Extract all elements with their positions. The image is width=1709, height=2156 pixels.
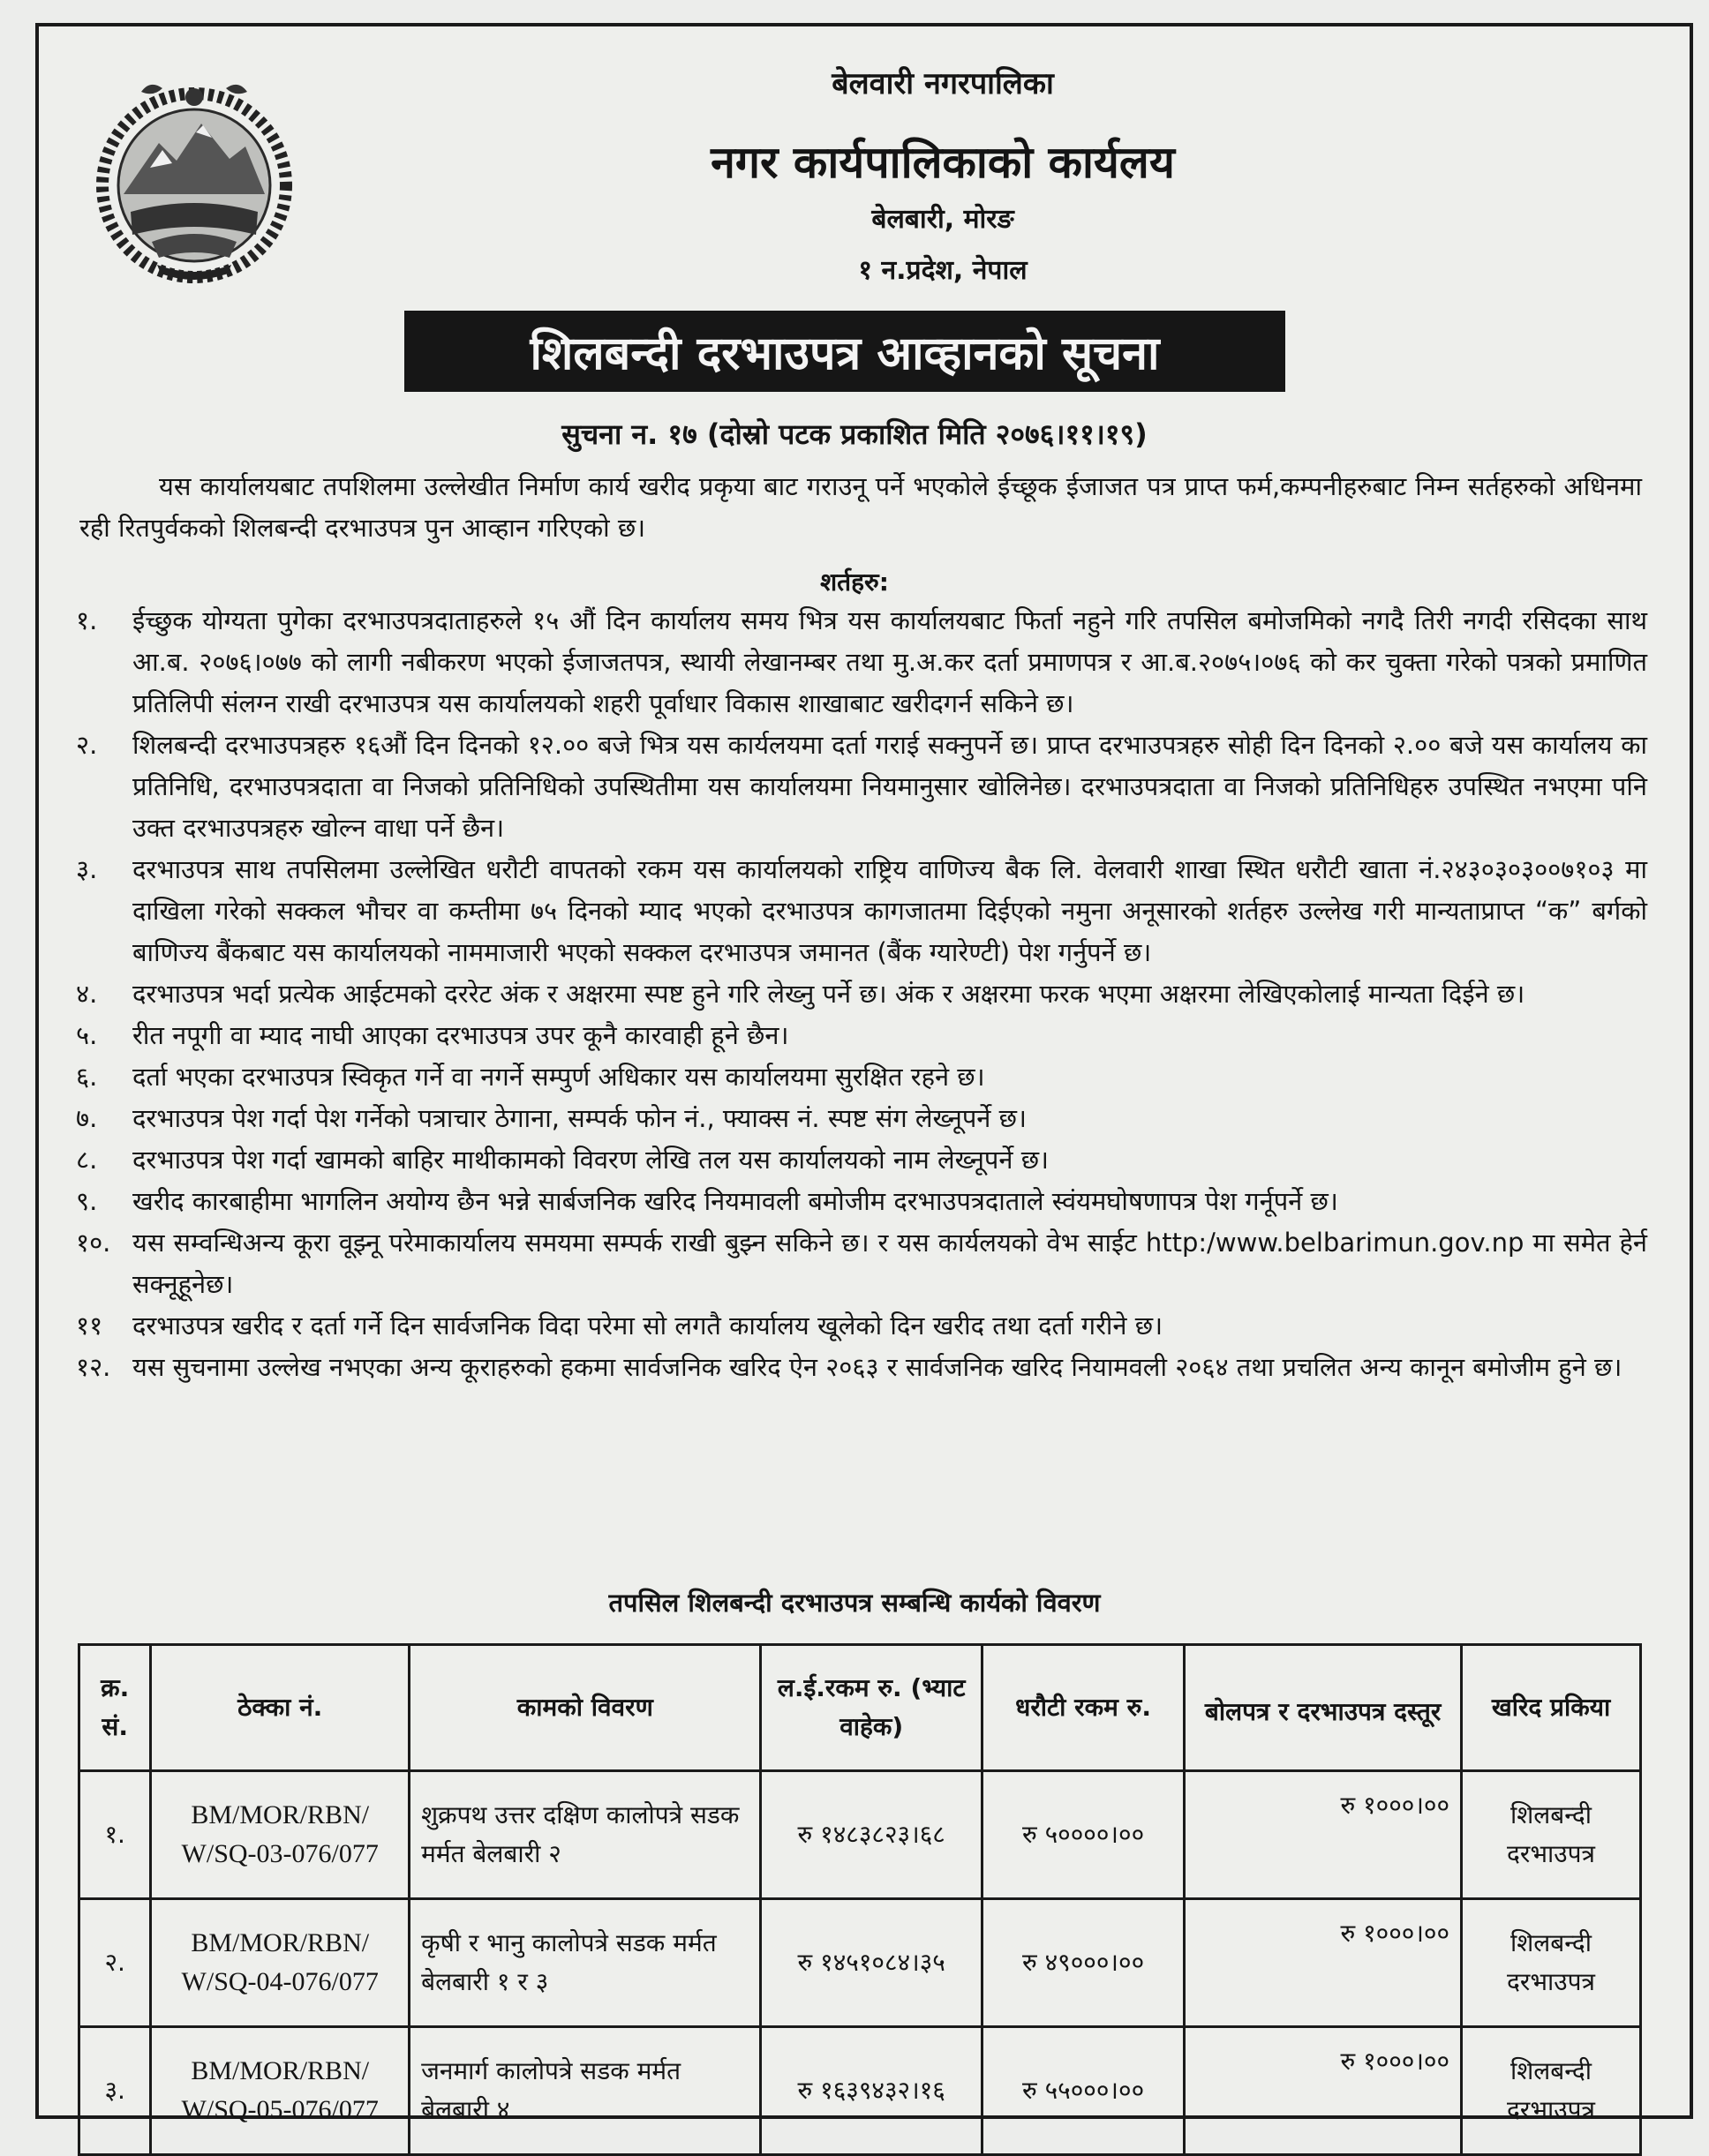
cell-estimate: रु १४८३८२३।६८ — [761, 1771, 982, 1899]
condition-item: ११ दरभाउपत्र खरीद र दर्ता गर्ने दिन सार्वजनिक विदा परेमा सो लगतै कार्यालय खूलेको दिन खरीद तथा दर्ता गरीने छ। — [76, 1311, 1163, 1341]
cell-serial: ३. — [79, 2027, 151, 2155]
cell-deposit: रु ५००००।०० — [982, 1771, 1184, 1899]
condition-item: १०. यस सम्वन्धिअन्य कूरा वूझ्नू परेमाकार्यालय समयमा सम्पर्क राखी बुझ्न सकिने छ। र यस कार्यलयको वेभ साईट http:/www.belbarimun.gov.np मा समेत हेर्न सक्नूहूनेछ। — [76, 1228, 1647, 1299]
intro-paragraph: यस कार्यालयबाट तपशिलमा उल्लेखीत निर्माण कार्य खरीद प्रकृया बाट गराउनू पर्ने भएकोले ईच्छूक ईजाजत पत्र प्राप्त फर्म,कम्पनीहरुबाट निम्न सर्तहरुको अधिनमा रही रितपुर्वकको शिलबन्दी दरभाउपत्र पुन आव्हान गरिएको छ। — [79, 471, 1642, 543]
cell-fee: रु १०००।०० — [1185, 1899, 1462, 2027]
col-description: कामको विवरण — [410, 1645, 761, 1771]
cell-description: कृषी र भानु कालोपत्रे सडक मर्मत बेलबारी १ र ३ — [410, 1899, 761, 2027]
cell-serial: १. — [79, 1771, 151, 1899]
col-serial: क्र. सं. — [79, 1645, 151, 1771]
condition-item: १. ईच्छुक योग्यता पुगेका दरभाउपत्रदाताहरुले १५ औं दिन कार्यालय समय भित्र यस कार्यालयबाट फिर्ता नहुने गरि तपसिल बमोजमिको नगदै तिरी नगदी रसिदका साथ आ.ब. २०७६।०७७ को लागी नबीकरण भएको ईजाजतपत्र, स्थायी लेखानम्बर तथा मु.अ.कर दर्ता प्रमाणपत्र र आ.ब.२०७५।०७६ को कर चुक्ता गरेको पत्रको प्रमाणित प्रतिलिपी संलग्न राखी दरभाउपत्र यस कार्यालयको शहरी पूर्वाधार विकास शाखाबाट खरीदगर्न सकिने छ। — [76, 605, 1647, 718]
notice-title-banner: शिलबन्दी दरभाउपत्र आव्हानको सूचना — [404, 311, 1285, 392]
condition-item: ८. दरभाउपत्र पेश गर्दा खामको बाहिर माथीकामको विवरण लेखि तल यस कार्यालयको नाम लेख्नूपर्ने छ। — [76, 1145, 1050, 1175]
col-fee: बोलपत्र र दरभाउपत्र दस्तूर — [1185, 1645, 1462, 1771]
cell-deposit: रु ४९०००।०० — [982, 1899, 1184, 2027]
cell-estimate: रु १४५१०८४।३५ — [761, 1899, 982, 2027]
table-row — [79, 1899, 1641, 2027]
col-estimate: ल.ई.रकम रु. (भ्याट वाहेक) — [761, 1645, 982, 1771]
condition-item: ६. दर्ता भएका दरभाउपत्र स्विकृत गर्ने वा नगर्ने सम्पुर्ण अधिकार यस कार्यालयमा सुरक्षित रहने छ। — [76, 1062, 985, 1092]
table-row — [79, 2027, 1641, 2155]
office-location: बेलबारी, मोरङ — [871, 204, 1014, 235]
cell-contract-no: BM/MOR/RBN/ W/SQ-05-076/077 — [151, 2027, 410, 2155]
conditions-heading: शर्तहरु: — [820, 567, 889, 597]
col-process: खरिद प्रकिया — [1462, 1645, 1641, 1771]
cell-estimate: रु १६३९४३२।१६ — [761, 2027, 982, 2155]
condition-item: २. शिलबन्दी दरभाउपत्रहरु १६औं दिन दिनको १२.०० बजे भित्र यस कार्यलयमा दर्ता गराई सक्नुपर्ने छ। प्राप्त दरभाउपत्रहरु सोही दिन दिनको २.०० बजे यस कार्यालय का प्रतिनिधि, दरभाउपत्रदाता वा निजको प्रतिनिधिको उपस्थितीमा यस कार्यालयमा नियमानुसार खोलिनेछ। दरभाउपत्रदाता वा निजको प्रतिनिधिहरु उपस्थित नभएमा पनि उक्त दरभाउपत्रहरु खोल्न वाधा पर्ने छैन। — [76, 730, 1647, 843]
condition-item: ३. दरभाउपत्र साथ तपसिलमा उल्लेखित धरौटी वापतको रकम यस कार्यालयको राष्ट्रिय वाणिज्य बैक लि. वेलवारी शाखा स्थित धरौटी खाता नं.२४३०३०३००७१०३ मा दाखिला गरेको सक्कल भौचर वा कम्तीमा ७५ दिनको म्याद भएको दरभाउपत्र कागजातमा दिईएको नमुना अनूसारको शर्तहरु उल्लेख गरी मान्यताप्राप्त “क” बर्गको बाणिज्य बैंकबाट यस कार्यालयको नाममाजारी भएको सक्कल दरभाउपत्र जमानत (बैंक ग्यारेण्टी) पेश गर्नुपर्ने छ। — [76, 854, 1647, 967]
municipality-name: बेलवारी नगरपालिका — [832, 66, 1054, 101]
col-contract-no: ठेक्का नं. — [151, 1645, 410, 1771]
cell-fee: रु १०००।०० — [1185, 1771, 1462, 1899]
condition-item: १२. यस सुचनामा उल्लेख नभएका अन्य कूराहरुको हकमा सार्वजनिक खरिद ऐन २०६३ र सार्वजनिक खरिद नियामवली २०६४ तथा प्रचलित अन्य कानून बमोजीम हुने छ। — [76, 1352, 1622, 1382]
works-table — [78, 1643, 1642, 2156]
condition-item: ५. रीत नपूगी वा म्याद नाघी आएका दरभाउपत्र उपर कूनै कारवाही हूने छैन। — [76, 1020, 789, 1050]
col-deposit: धरौटी रकम रु. — [982, 1645, 1184, 1771]
condition-item: ४. दरभाउपत्र भर्दा प्रत्येक आईटमको दररेट अंक र अक्षरमा स्पष्ट हुने गरि लेख्नु पर्ने छ। अंक र अक्षरमा फरक भएमा अक्षरमा लेखिएकोलाई मान्यता दिईने छ। — [76, 979, 1525, 1009]
cell-process: शिलबन्दी दरभाउपत्र — [1462, 1771, 1641, 1899]
table-title: तपसिल शिलबन्दी दरभाउपत्र सम्बन्धि कार्यको विवरण — [608, 1588, 1101, 1618]
condition-item: ७. दरभाउपत्र पेश गर्दा पेश गर्नेको पत्राचार ठेगाना, सम्पर्क फोन नं., फ्याक्स नं. स्पष्ट संग लेख्नूपर्ने छ। — [76, 1103, 1027, 1133]
cell-process: शिलबन्दी दरभाउपत्र — [1462, 1899, 1641, 2027]
cell-process: शिलबन्दी दरभाउपत्र — [1462, 2027, 1641, 2155]
cell-contract-no: BM/MOR/RBN/ W/SQ-04-076/077 — [151, 1899, 410, 2027]
cell-contract-no: BM/MOR/RBN/ W/SQ-03-076/077 — [151, 1771, 410, 1899]
table-header-row — [79, 1645, 1641, 1771]
cell-deposit: रु ५५०००।०० — [982, 2027, 1184, 2155]
office-name: नगर कार्यपालिकाको कार्यलय — [711, 137, 1175, 188]
cell-serial: २. — [79, 1899, 151, 2027]
notice-number: सुचना न. १७ (दोस्रो पटक प्रकाशित मिति २०७६।११।१९) — [561, 417, 1148, 451]
conditions-list — [76, 600, 1647, 1388]
cell-fee: रु १०००।०० — [1185, 2027, 1462, 2155]
condition-item: ९. खरीद कारबाहीमा भागलिन अयोग्य छैन भन्ने सार्बजनिक खरिद नियमावली बमोजीम दरभाउपत्रदाताले स्वंयमघोषणापत्र पेश गर्नूपर्ने छ। — [76, 1186, 1338, 1216]
province-line: १ न.प्रदेश, नेपाल — [858, 255, 1028, 286]
cell-description: जनमार्ग कालोपत्रे सडक मर्मत बेलबारी ४ — [410, 2027, 761, 2155]
table-row — [79, 1771, 1641, 1899]
cell-description: शुक्रपथ उत्तर दक्षिण कालोपत्रे सडक मर्मत बेलबारी २ — [410, 1771, 761, 1899]
